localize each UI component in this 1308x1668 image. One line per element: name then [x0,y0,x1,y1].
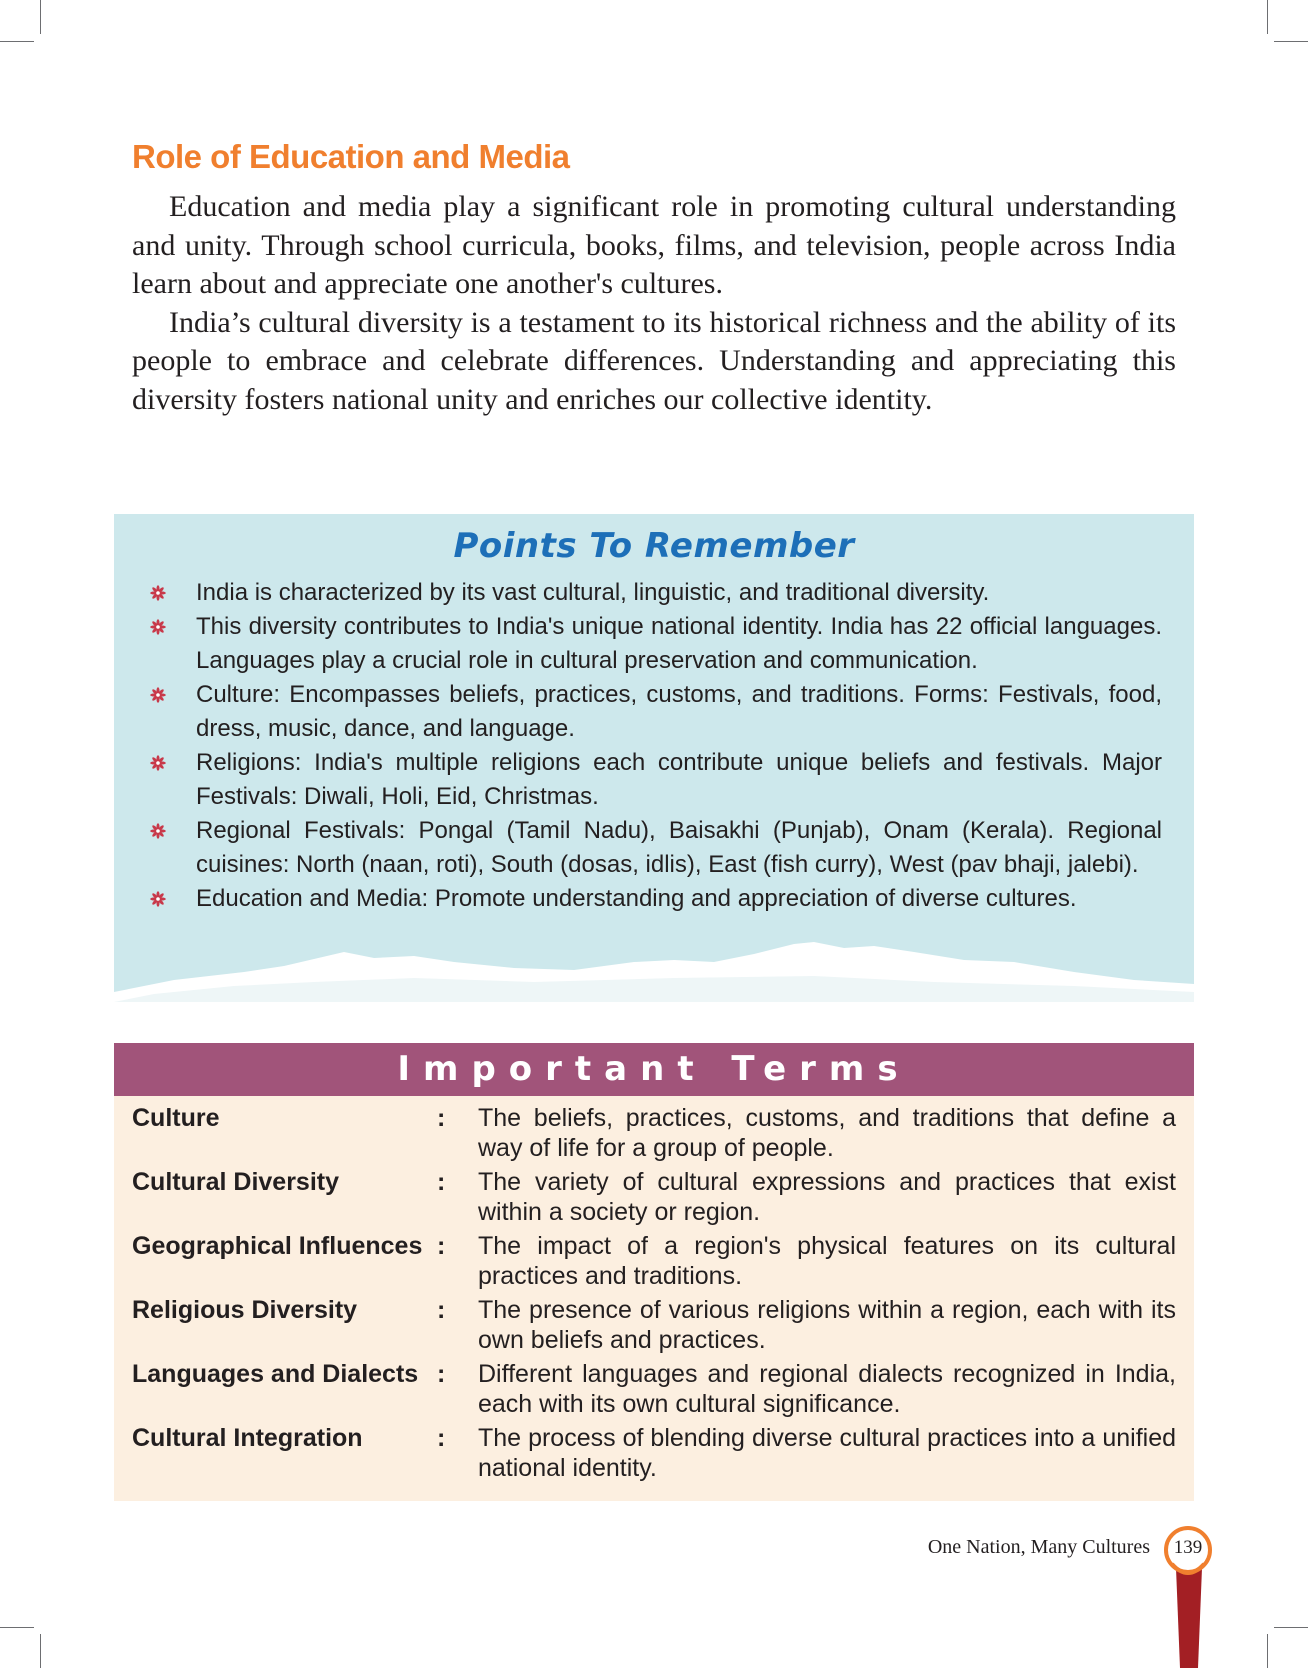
flower-bullet-icon [150,619,166,635]
term-separator: : [437,1104,446,1132]
term-separator: : [437,1360,446,1388]
points-to-remember-box [114,514,1194,1002]
body-text [132,188,1176,419]
flower-bullet-icon [150,823,166,839]
term-name: Religious Diversity [132,1296,358,1324]
crop-mark [1267,1634,1268,1668]
point-item [150,814,1162,882]
term-name: Cultural Integration [132,1424,363,1452]
term-definition: Different languages and regional dialects recognized in India, each with its own cultural significance. [478,1360,1176,1418]
term-row [132,1423,1176,1487]
flower-bullet-icon [150,755,166,771]
points-list [150,576,1162,916]
term-separator: : [437,1296,446,1324]
point-text: India is characterized by its vast cultural, linguistic, and traditional diversity. [196,579,990,606]
crop-mark [40,0,41,34]
point-text: Regional Festivals: Pongal (Tamil Nadu), Baisakhi (Punjab), Onam (Kerala). Regional cuisines: North (naan, roti), South (dosas, idlis), East (fish curry), West (pav bhaji, jalebi). [196,817,1162,878]
term-name: Culture [132,1104,220,1132]
term-definition: The impact of a region's physical features on its cultural practices and traditions. [478,1232,1176,1290]
flower-bullet-icon [150,891,166,907]
points-title: Points To Remember [453,526,855,566]
term-row [132,1295,1176,1359]
paragraph: Education and media play a significant role in promoting cultural understanding and unity. Through school curricula, books, films, and television, people across India learn about and appreciate one another's cultures. [132,190,1176,300]
term-definition: The process of blending diverse cultural practices into a unified national identity. [478,1424,1176,1482]
term-row [132,1231,1176,1295]
snow-decoration [114,932,1194,1002]
crop-mark [0,1627,34,1628]
term-definition: The variety of cultural expressions and practices that exist within a society or region. [478,1168,1176,1226]
term-name: Languages and Dialects [132,1360,419,1388]
point-text: This diversity contributes to India's unique national identity. India has 22 official languages. Languages play a crucial role in cultural preservation and communication. [196,613,1162,674]
term-separator: : [437,1168,446,1196]
paragraph: India’s cultural diversity is a testament to its historical richness and the ability of its people to embrace and celebrate differences. Understanding and appreciating this diversity fosters national unity and enriches our collective identity. [132,305,1176,416]
term-name: Cultural Diversity [132,1168,340,1196]
point-item [150,576,1162,610]
crop-mark [1274,1627,1308,1628]
term-separator: : [437,1232,446,1260]
point-text: Religions: India's multiple religions each contribute unique beliefs and festivals. Major Festivals: Diwali, Holi, Eid, Christmas. [196,749,1162,810]
crop-mark [0,41,34,42]
chapter-title: One Nation, Many Cultures [927,1536,1150,1558]
term-row [132,1103,1176,1167]
important-terms-box [114,1043,1194,1501]
term-definition: The beliefs, practices, customs, and traditions that define a way of life for a group of people. [478,1104,1176,1162]
term-row [132,1167,1176,1231]
crop-mark [1267,0,1268,34]
crop-mark [40,1634,41,1668]
page-number: 139 [1173,1537,1203,1558]
section-heading: Role of Education and Media [132,138,570,175]
terms-list [132,1103,1176,1487]
flower-bullet-icon [150,687,166,703]
term-definition: The presence of various religions within a region, each with its own beliefs and practices. [478,1296,1176,1354]
term-separator: : [437,1424,446,1452]
point-item [150,678,1162,746]
point-text: Culture: Encompasses beliefs, practices, customs, and traditions. Forms: Festivals, food, dress, music, dance, and language. [196,681,1162,742]
crop-mark [1274,41,1308,42]
point-item [150,610,1162,678]
point-item [150,746,1162,814]
term-row [132,1359,1176,1423]
term-name: Geographical Influences [132,1232,423,1260]
point-text: Education and Media: Promote understanding and appreciation of diverse cultures. [196,885,1077,912]
terms-header: Important Terms [114,1043,1194,1096]
point-item [150,882,1162,916]
flower-bullet-icon [150,585,166,601]
